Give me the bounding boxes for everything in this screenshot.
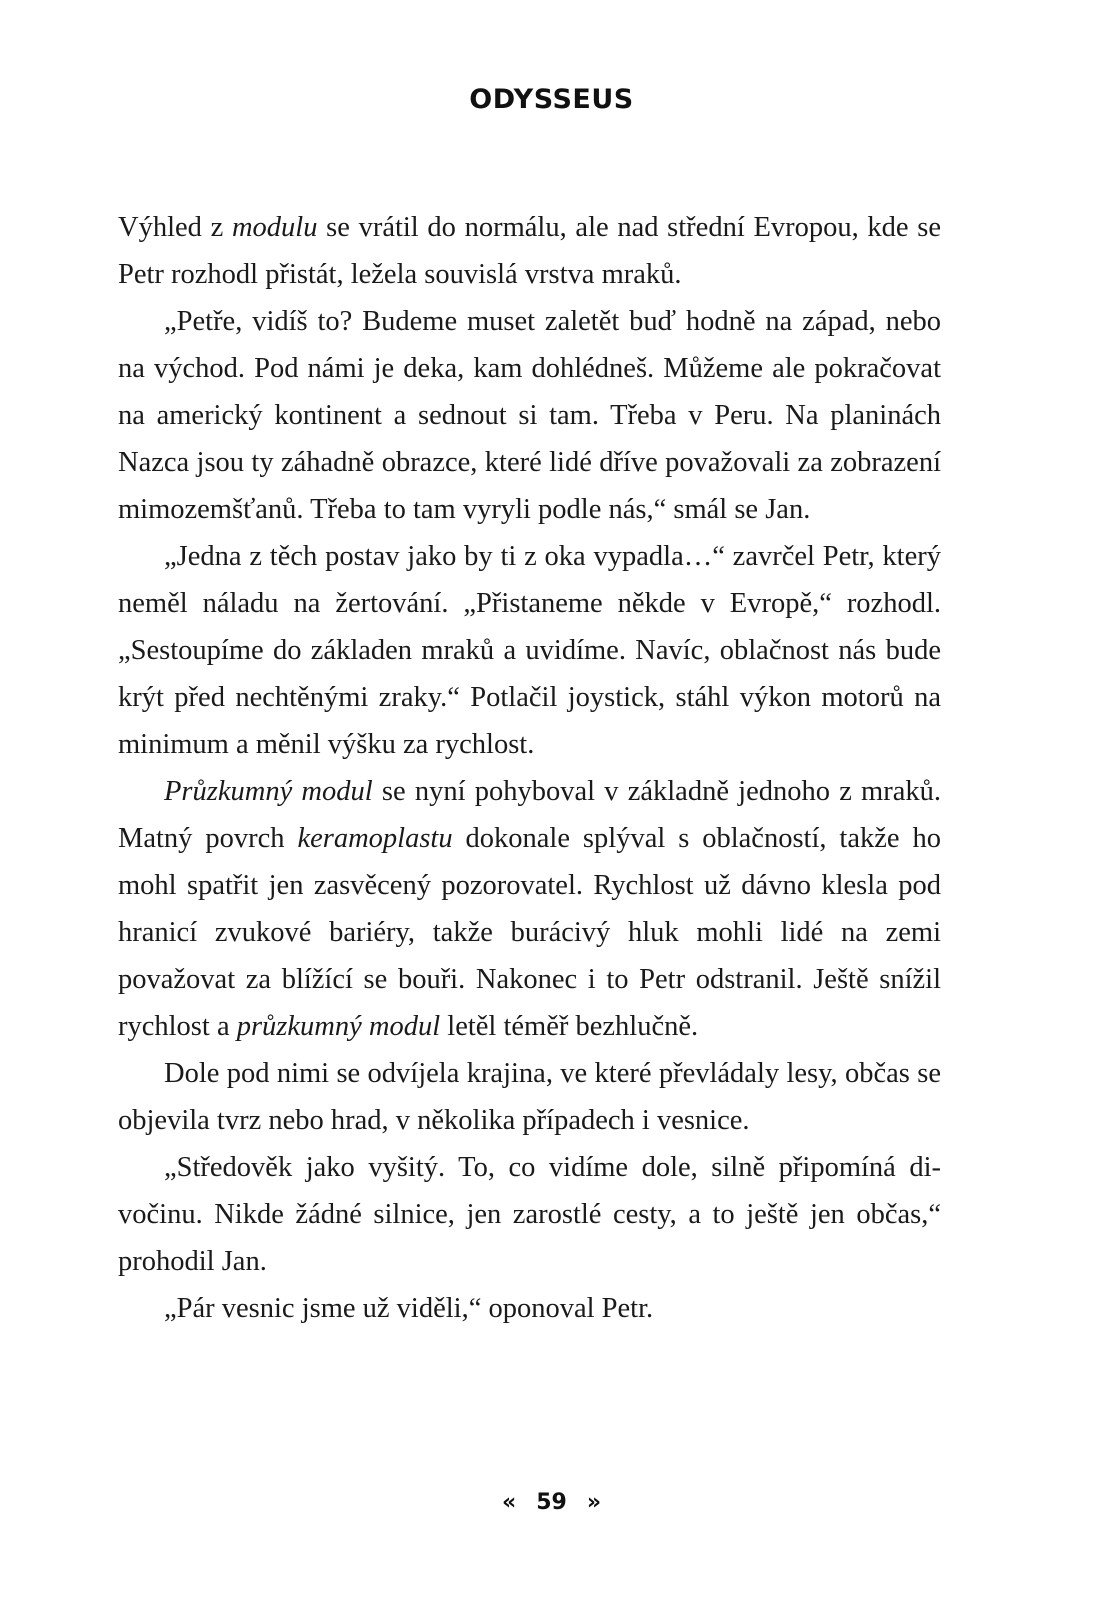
paragraph — [118, 298, 941, 533]
page-number: 59 — [536, 1490, 567, 1515]
page-footer — [0, 1490, 1103, 1515]
paragraph — [118, 533, 941, 768]
paragraph — [118, 204, 941, 298]
italic-run: Průzkumný modul — [164, 776, 373, 807]
running-title: ODYSSEUS — [469, 84, 634, 115]
text-run: se nyní pohyboval v základně jednoho z mraků. Matný povrch — [118, 776, 941, 854]
text-run: Dole pod nimi se odvíjela krajina, ve které převládaly lesy, občas se objevila tvrz nebo hrad, v několika případech i vesnice. — [118, 1058, 941, 1136]
text-run: dokonale splýval s oblačností, takže ho mohl spatřit jen zasvěcený pozorovatel. Rychlost už dávno klesla pod hranicí zvukové bariéry, takže burácivý hluk mohli lidé na zemi považovat za blížící se bouři. Nakonec i to Petr odstranil. Ještě snížil rychlost a — [118, 823, 941, 1042]
text-run: se vrátil do normálu, ale nad střední Evropou, kde se Petr rozhodl přistát, ležela souvislá vrstva mraků. — [118, 212, 941, 290]
text-run: Výhled z — [118, 212, 232, 243]
paragraph — [118, 1285, 941, 1332]
text-run: „Středověk jako vyšitý. To, co vidíme dole, silně připomíná divočinu. Nikde žádné silnice, jen zarostlé cesty, a to ještě jen občas,“ prohodil Jan. — [118, 1152, 941, 1277]
text-run: „Jedna z těch postav jako by ti z oka vypadla…“ zavrčel Petr, který neměl náladu na žertování. „Přistaneme někde v Evropě,“ rozhodl. „Sestoupíme do základen mraků a uvidíme. Navíc, oblačnost nás bude krýt před nechtěnými zraky.“ Potlačil joystick, stáhl výkon motorů na minimum a měnil výšku za rychlost. — [118, 541, 941, 760]
paragraph — [118, 1144, 941, 1285]
text-run: letěl téměř bezhlučně. — [440, 1011, 699, 1042]
paragraph — [118, 768, 941, 1050]
paragraph — [118, 1050, 941, 1144]
italic-run: modulu — [231, 212, 318, 243]
italic-run: průzkumný modul — [236, 1011, 441, 1042]
footer-right-mark: » — [586, 1490, 602, 1515]
text-run: „Pár vesnic jsme už viděli,“ oponoval Petr. — [164, 1293, 654, 1324]
footer-left-mark: « — [501, 1490, 517, 1515]
body-text — [118, 204, 941, 1332]
italic-run: keramoplastu — [297, 823, 453, 854]
text-run: „Petře, vidíš to? Budeme muset zaletět buď hodně na západ, nebo na východ. Pod námi je deka, kam dohlédneš. Můžeme ale pokračovat na americký kontinent a sednout si tam. Třeba v Peru. Na planinách Nazca jsou ty záhadně obrazce, které lidé dříve považovali za zobrazení mimozemšťanů. Třeba to tam vyryli podle nás,“ smál se Jan. — [118, 306, 941, 525]
